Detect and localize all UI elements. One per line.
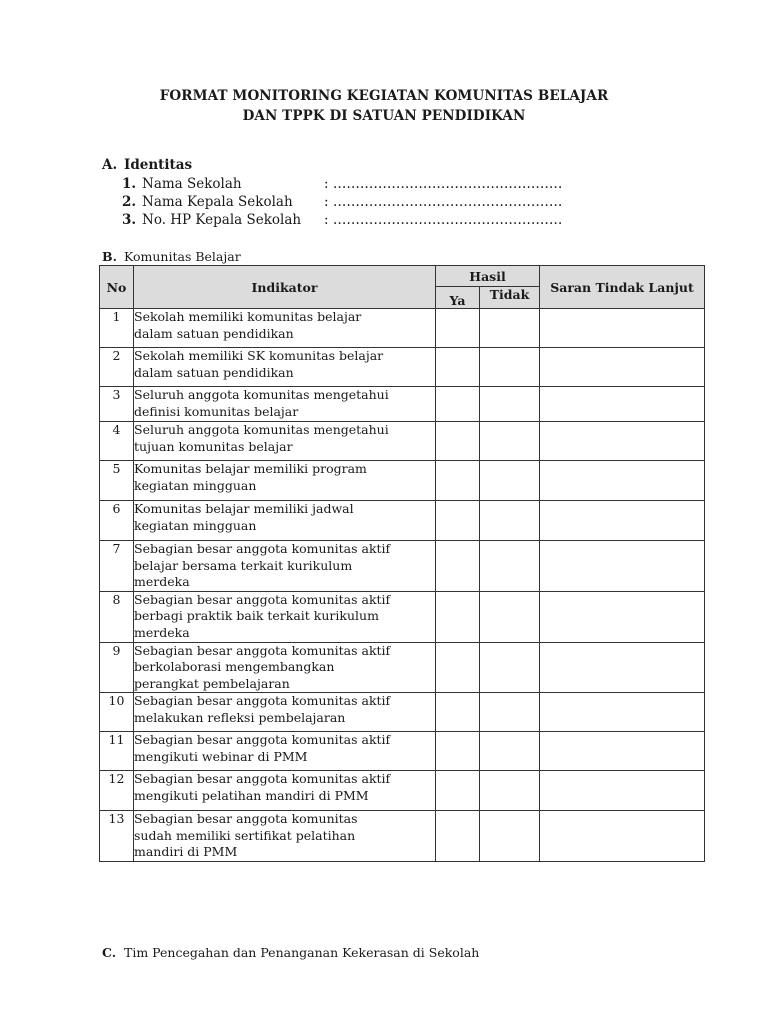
table-row <box>100 461 705 501</box>
field-blank: : …………………………………………… <box>324 212 563 228</box>
saran-cell[interactable] <box>540 461 705 501</box>
tidak-cell[interactable] <box>480 811 540 862</box>
indicator-line: Sekolah memiliki komunitas belajar <box>134 309 362 324</box>
header-no: No <box>100 266 134 309</box>
table-row <box>100 811 705 862</box>
section-b-title: Komunitas Belajar <box>124 249 241 264</box>
document-title-line-2: DAN TPPK DI SATUAN PENDIDIKAN <box>242 108 526 124</box>
indicator-line: Sekolah memiliki SK komunitas belajar <box>134 348 384 363</box>
indicator-line: mengikuti webinar di PMM <box>134 748 308 764</box>
section-a-letter: A. <box>102 157 118 173</box>
row-number: 8 <box>100 591 134 642</box>
field-blank: : …………………………………………… <box>324 194 563 210</box>
indicator-line: Sebagian besar anggota komunitas aktif <box>134 591 391 607</box>
ya-cell[interactable] <box>436 348 480 387</box>
tidak-cell[interactable] <box>480 541 540 592</box>
table-row <box>100 771 705 811</box>
table-row <box>100 541 705 592</box>
row-number: 9 <box>100 642 134 693</box>
indicator-line: Seluruh anggota komunitas mengetahui <box>134 422 389 437</box>
saran-cell[interactable] <box>540 387 705 422</box>
tidak-cell[interactable] <box>480 591 540 642</box>
saran-cell[interactable] <box>540 732 705 771</box>
ya-cell[interactable] <box>436 541 480 592</box>
tidak-cell[interactable] <box>480 348 540 387</box>
identity-field-principal-name <box>122 194 562 210</box>
field-number: 1. <box>122 176 137 192</box>
indicator-text <box>134 693 436 732</box>
ya-cell[interactable] <box>436 693 480 732</box>
saran-cell[interactable] <box>540 693 705 732</box>
table-row <box>100 732 705 771</box>
ya-cell[interactable] <box>436 461 480 501</box>
indicator-text <box>134 591 436 642</box>
tidak-cell[interactable] <box>480 771 540 811</box>
field-number: 3. <box>122 212 137 228</box>
ya-cell[interactable] <box>436 422 480 461</box>
saran-cell[interactable] <box>540 309 705 348</box>
monitoring-table <box>99 265 705 862</box>
tidak-cell[interactable] <box>480 642 540 693</box>
field-label: Nama Kepala Sekolah <box>142 194 293 210</box>
table-row <box>100 309 705 348</box>
indicator-line: Seluruh anggota komunitas mengetahui <box>134 387 389 402</box>
ya-cell[interactable] <box>436 642 480 693</box>
section-b-heading <box>102 249 241 264</box>
row-number: 13 <box>100 811 134 862</box>
header-tidak: Tidak <box>480 287 540 309</box>
table-row <box>100 591 705 642</box>
indicator-line: dalam satuan pendidikan <box>134 364 294 380</box>
tidak-cell[interactable] <box>480 732 540 771</box>
saran-cell[interactable] <box>540 771 705 811</box>
saran-cell[interactable] <box>540 591 705 642</box>
row-number: 4 <box>100 422 134 461</box>
tidak-cell[interactable] <box>480 693 540 732</box>
tidak-cell[interactable] <box>480 501 540 541</box>
tidak-cell[interactable] <box>480 422 540 461</box>
indicator-line: definisi komunitas belajar <box>134 403 299 419</box>
indicator-line: Sebagian besar anggota komunitas aktif <box>134 732 391 747</box>
indicator-line: Sebagian besar anggota komunitas aktif <box>134 642 391 658</box>
section-c-heading <box>102 945 479 960</box>
indicator-line: berbagi praktik baik terkait kurikulum <box>134 608 379 623</box>
section-a-heading <box>102 157 192 173</box>
identity-field-school-name <box>122 176 562 192</box>
indicator-line: mengikuti pelatihan mandiri di PMM <box>134 787 369 803</box>
indicator-line: belajar bersama terkait kurikulum <box>134 557 353 573</box>
row-number: 7 <box>100 541 134 592</box>
table-row <box>100 642 705 693</box>
indicator-text <box>134 771 436 811</box>
row-number: 5 <box>100 461 134 501</box>
section-a-title: Identitas <box>124 157 193 173</box>
indicator-line: Sebagian besar anggota komunitas aktif <box>134 771 391 786</box>
indicator-line: kegiatan mingguan <box>134 477 257 493</box>
ya-cell[interactable] <box>436 811 480 862</box>
identity-field-principal-phone <box>122 212 562 228</box>
table-row <box>100 693 705 732</box>
indicator-text <box>134 348 436 387</box>
indicator-text <box>134 642 436 693</box>
section-c-letter: C. <box>102 945 117 960</box>
indicator-line: Komunitas belajar memiliki program <box>134 461 367 476</box>
tidak-cell[interactable] <box>480 309 540 348</box>
ya-cell[interactable] <box>436 591 480 642</box>
indicator-line: Sebagian besar anggota komunitas aktif <box>134 693 391 708</box>
tidak-cell[interactable] <box>480 387 540 422</box>
table-row <box>100 387 705 422</box>
ya-cell[interactable] <box>436 309 480 348</box>
indicator-line: merdeka <box>134 574 190 589</box>
indicator-text <box>134 501 436 541</box>
ya-cell[interactable] <box>436 732 480 771</box>
saran-cell[interactable] <box>540 811 705 862</box>
tidak-cell[interactable] <box>480 461 540 501</box>
indicator-text <box>134 461 436 501</box>
field-label: No. HP Kepala Sekolah <box>142 212 302 228</box>
saran-cell[interactable] <box>540 642 705 693</box>
table-row <box>100 348 705 387</box>
indicator-line: Sebagian besar anggota komunitas aktif <box>134 541 391 556</box>
indicator-text <box>134 387 436 422</box>
row-number: 12 <box>100 771 134 811</box>
indicator-line: Komunitas belajar memiliki jadwal <box>134 501 354 516</box>
row-number: 11 <box>100 732 134 771</box>
field-blank: : …………………………………………… <box>324 176 563 192</box>
indicator-text <box>134 422 436 461</box>
indicator-text <box>134 811 436 862</box>
header-indikator: Indikator <box>134 266 436 309</box>
header-ya: Ya <box>436 287 480 309</box>
indicator-line: Sebagian besar anggota komunitas <box>134 811 358 826</box>
document-title-line-1: FORMAT MONITORING KEGIATAN KOMUNITAS BELAJAR <box>159 88 609 104</box>
section-b-letter: B. <box>102 249 117 264</box>
saran-cell[interactable] <box>540 348 705 387</box>
indicator-line: merdeka <box>134 624 190 640</box>
header-hasil: Hasil <box>436 266 540 287</box>
indicator-line: melakukan refleksi pembelajaran <box>134 709 346 725</box>
header-saran-tindak-lanjut: Saran Tindak Lanjut <box>540 266 705 309</box>
row-number: 10 <box>100 693 134 732</box>
indicator-line: berkolaborasi mengembangkan <box>134 659 335 674</box>
ya-cell[interactable] <box>436 771 480 811</box>
section-c-title: Tim Pencegahan dan Penanganan Kekerasan di Sekolah <box>124 945 480 960</box>
indicator-text <box>134 309 436 348</box>
saran-cell[interactable] <box>540 501 705 541</box>
indicator-text <box>134 541 436 592</box>
table-row <box>100 501 705 541</box>
indicator-line: mandiri di PMM <box>134 844 238 859</box>
row-number: 3 <box>100 387 134 422</box>
indicator-line: kegiatan mingguan <box>134 517 257 533</box>
indicator-line: tujuan komunitas belajar <box>134 438 293 454</box>
ya-cell[interactable] <box>436 387 480 422</box>
row-number: 1 <box>100 309 134 348</box>
indicator-line: perangkat pembelajaran <box>134 675 290 691</box>
row-number: 2 <box>100 348 134 387</box>
ya-cell[interactable] <box>436 501 480 541</box>
field-label: Nama Sekolah <box>142 176 242 192</box>
saran-cell[interactable] <box>540 422 705 461</box>
indicator-line: dalam satuan pendidikan <box>134 325 294 341</box>
row-number: 6 <box>100 501 134 541</box>
saran-cell[interactable] <box>540 541 705 592</box>
indicator-text <box>134 732 436 771</box>
table-row <box>100 422 705 461</box>
indicator-line: sudah memiliki sertifikat pelatihan <box>134 827 356 843</box>
field-number: 2. <box>122 194 137 210</box>
